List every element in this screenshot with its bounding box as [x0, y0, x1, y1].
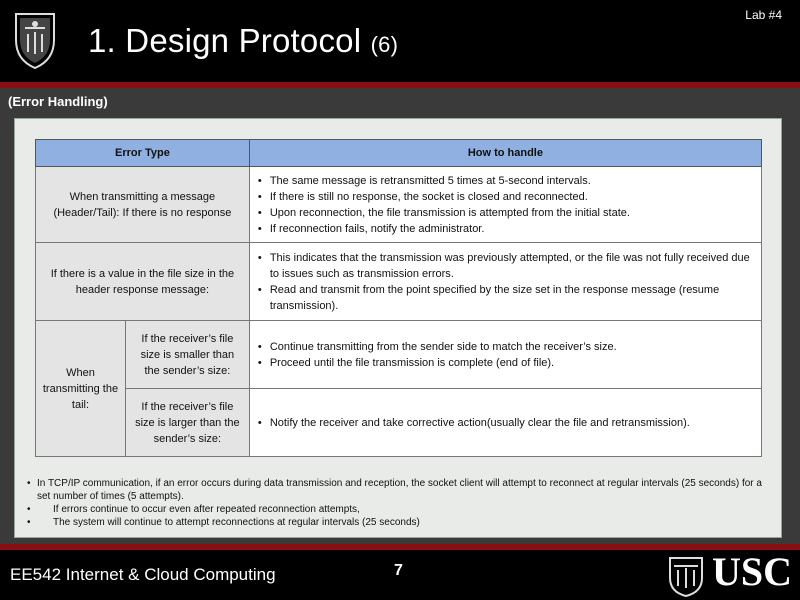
handling-item: • This indicates that the transmission was previously attempted, or the file was not fully received due to issues such as transmission errors. [268, 250, 753, 282]
handling-item: • If there is still no response, the socket is closed and reconnected. [268, 189, 753, 205]
handling-cell [249, 167, 761, 243]
column-header: How to handle [249, 140, 761, 167]
handling-item: • If reconnection fails, notify the administrator. [268, 221, 753, 237]
handling-item: • The same message is retransmitted 5 times at 5-second intervals. [268, 173, 753, 189]
lab-label: Lab #4 [745, 8, 782, 22]
error-type-cell: If the receiver’s file size is larger than the sender’s size: [125, 389, 249, 457]
slide-body [0, 88, 800, 544]
note-sub-item: • The system will continue to attempt reconnections at regular intervals (25 seconds) [37, 516, 765, 529]
handling-cell [249, 243, 761, 321]
slide-title-number: (6) [370, 32, 399, 57]
error-type-cell: If the receiver’s file size is smaller than the sender’s size: [125, 321, 249, 389]
group-cell: When transmitting the tail: [36, 321, 126, 457]
table-row [36, 321, 762, 389]
slide-footer [0, 550, 800, 600]
table-row [36, 243, 762, 321]
error-type-cell: If there is a value in the file size in the header response message: [36, 243, 250, 321]
error-handling-table [35, 139, 762, 457]
course-name: EE542 Internet & Cloud Computing [10, 565, 276, 584]
slide-title [88, 22, 398, 60]
handling-item: • Continue transmitting from the sender side to match the receiver’s size. [268, 339, 753, 355]
note-item: • In TCP/IP communication, if an error occurs during data transmission and reception, the socket client will attempt to reconnect at regular intervals (25 seconds) for a set number of times (5 attempts). [37, 477, 765, 503]
handling-cell [249, 321, 761, 389]
error-type-cell: When transmitting a message (Header/Tail): If there is no response [36, 167, 250, 243]
column-header: Error Type [36, 140, 250, 167]
handling-cell [249, 389, 761, 457]
usc-seal-icon [12, 10, 58, 70]
handling-item: • Upon reconnection, the file transmission is attempted from the initial state. [268, 205, 753, 221]
handling-item: • Read and transmit from the point specified by the size set in the response message (resume transmission). [268, 282, 753, 314]
slide-header [0, 0, 800, 82]
handling-item: • Proceed until the file transmission is complete (end of file). [268, 355, 753, 371]
handling-item: • Notify the receiver and take corrective action(usually clear the file and retransmission). [268, 415, 753, 431]
table-row [36, 389, 762, 457]
table-row [36, 167, 762, 243]
table-header-row [36, 140, 762, 167]
section-label: (Error Handling) [8, 94, 108, 109]
notes-block [25, 477, 765, 529]
slide-title-text: 1. Design Protocol [88, 22, 362, 59]
content-panel [14, 118, 782, 538]
page-number: 7 [394, 562, 403, 579]
note-sub-item: • If errors continue to occur even after repeated reconnection attempts, [37, 503, 765, 516]
usc-wordmark: USC [712, 549, 793, 594]
